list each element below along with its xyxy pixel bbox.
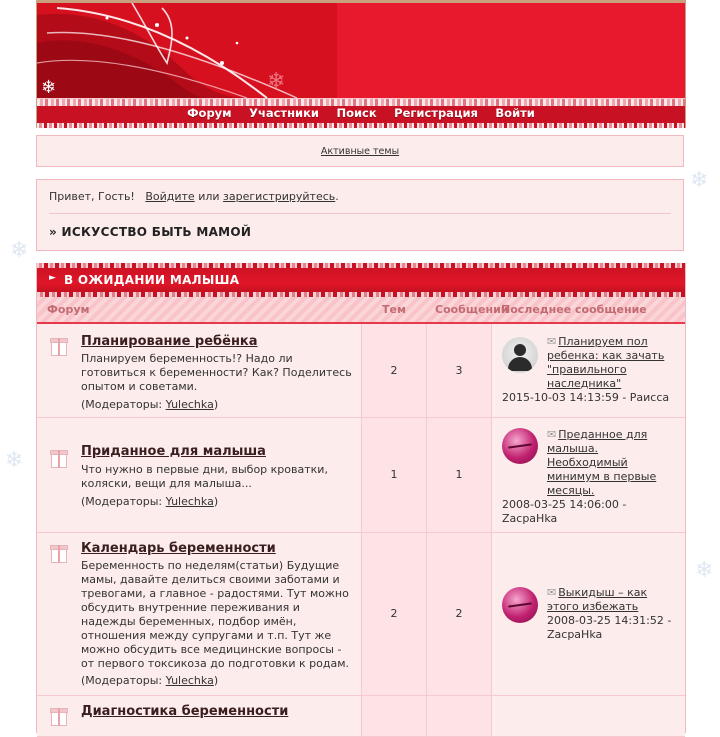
active-topics-link[interactable]: Активные темы	[320, 146, 400, 157]
last-post-info	[502, 586, 678, 642]
nav-forum-link[interactable]: Форум	[187, 106, 232, 120]
envelope-icon: ✉	[547, 586, 557, 599]
last-post-link[interactable]: Преданное для малыша. Необходимый минимум в первые месяцы.	[547, 428, 657, 497]
background-snowflake-icon: ❄	[5, 448, 24, 473]
forum-moderators: (Модераторы: Yulechka)	[81, 495, 219, 508]
last-post-link[interactable]: Выкидыш – как этого избежать	[547, 586, 648, 613]
greeting-period: .	[335, 190, 339, 203]
gift-forum-icon	[51, 708, 67, 726]
greeting-line	[49, 190, 339, 203]
last-post-meta: 2008-03-25 14:31:52 - ZacpaHka	[547, 614, 672, 641]
column-headers	[37, 297, 685, 324]
welcome-box	[36, 179, 684, 251]
welcome-divider	[49, 213, 671, 214]
topics-count: 2	[362, 324, 427, 417]
register-link[interactable]: зарегистрируйтесь	[223, 190, 336, 203]
gift-forum-icon	[51, 450, 67, 468]
gift-forum-icon	[51, 545, 67, 563]
forum-row	[37, 418, 685, 533]
forum-moderators: (Модераторы: Yulechka)	[81, 674, 219, 687]
last-post-meta: 2008-03-25 14:06:00 - ZacpaHka	[502, 498, 627, 525]
forum-row	[37, 696, 685, 737]
nav-members-link[interactable]: Участники	[249, 106, 319, 120]
posts-count	[427, 696, 492, 736]
main-nav-bar	[37, 98, 685, 128]
last-post-link[interactable]: Планируем пол ребенка: как зачать "правильного наследника"	[547, 335, 665, 390]
last-post-meta: 2015-10-03 14:13:59 - Раисса	[502, 391, 670, 404]
nav-login-link[interactable]: Войти	[495, 106, 535, 120]
forum-title[interactable]: Диагностика беременности	[81, 704, 289, 719]
posts-count: 2	[427, 533, 492, 695]
last-post-info	[502, 428, 678, 526]
last-post-cell	[492, 533, 685, 695]
nav-search-link[interactable]: Поиск	[336, 106, 377, 120]
column-forum: Форум	[47, 303, 90, 316]
topics-count	[362, 696, 427, 736]
topics-count: 1	[362, 418, 427, 532]
moderator-link[interactable]: Yulechka	[165, 398, 214, 411]
collapse-arrow-icon[interactable]: ►	[49, 273, 56, 283]
site-header	[36, 0, 686, 128]
svg-text:❄: ❄	[41, 77, 57, 98]
forum-category	[36, 263, 686, 733]
header-banner-art	[37, 3, 337, 98]
forum-description: Беременность по неделям(статьи) Будущие мамы, давайте делиться своими заботами и тревогами, а главное - радостями. Тут можно обсудить внутренние переживания и надежды беременных, подбор имён, отношения между супругами и т.п. Тут же можно обсудить все медицинские вопросы - от первого токсикоза до подготовки к родам.	[81, 559, 350, 670]
column-posts: Сообщений	[435, 303, 509, 316]
forum-title[interactable]: Планирование ребёнка	[81, 334, 258, 349]
forum-row	[37, 533, 685, 696]
last-post-cell	[492, 324, 685, 417]
gift-forum-icon	[51, 338, 67, 356]
svg-text:❄: ❄	[267, 69, 286, 94]
posts-count: 1	[427, 418, 492, 532]
login-link[interactable]: Войдите	[145, 190, 195, 203]
last-post-cell	[492, 696, 685, 736]
column-topics: Тем	[382, 303, 406, 316]
posts-count: 3	[427, 324, 492, 417]
forum-title[interactable]: Приданное для малыша	[81, 444, 266, 459]
active-topics-bar	[36, 135, 684, 167]
topics-count: 2	[362, 533, 427, 695]
forum-moderators: (Модераторы: Yulechka)	[81, 398, 219, 411]
envelope-icon: ✉	[547, 335, 557, 348]
category-header	[37, 263, 685, 297]
main-nav	[37, 106, 685, 120]
forum-description: Что нужно в первые дни, выбор кроватки, коляски, вещи для малыша...	[81, 463, 328, 490]
greeting-text: Привет, Гость!	[49, 190, 135, 203]
last-post-info	[502, 335, 678, 405]
moderator-link[interactable]: Yulechka	[165, 674, 214, 687]
breadcrumb[interactable]: » ИСКУССТВО БЫТЬ МАМОЙ	[49, 225, 252, 239]
forum-row	[37, 324, 685, 418]
background-snowflake-icon: ❄	[690, 168, 709, 193]
last-post-cell	[492, 418, 685, 532]
forum-description: Планируем беременность!? Надо ли готовиться к беременности? Как? Поделитесь опытом и советами.	[81, 352, 352, 393]
background-snowflake-icon: ❄	[695, 558, 714, 583]
column-last-post: Последнее сообщение	[501, 303, 647, 316]
nav-register-link[interactable]: Регистрация	[394, 106, 478, 120]
background-snowflake-icon: ❄	[10, 238, 29, 263]
category-title: В ОЖИДАНИИ МАЛЫША	[64, 273, 240, 287]
moderator-link[interactable]: Yulechka	[165, 495, 214, 508]
forum-title[interactable]: Календарь беременности	[81, 541, 276, 556]
envelope-icon: ✉	[547, 428, 557, 441]
or-text: или	[198, 190, 220, 203]
